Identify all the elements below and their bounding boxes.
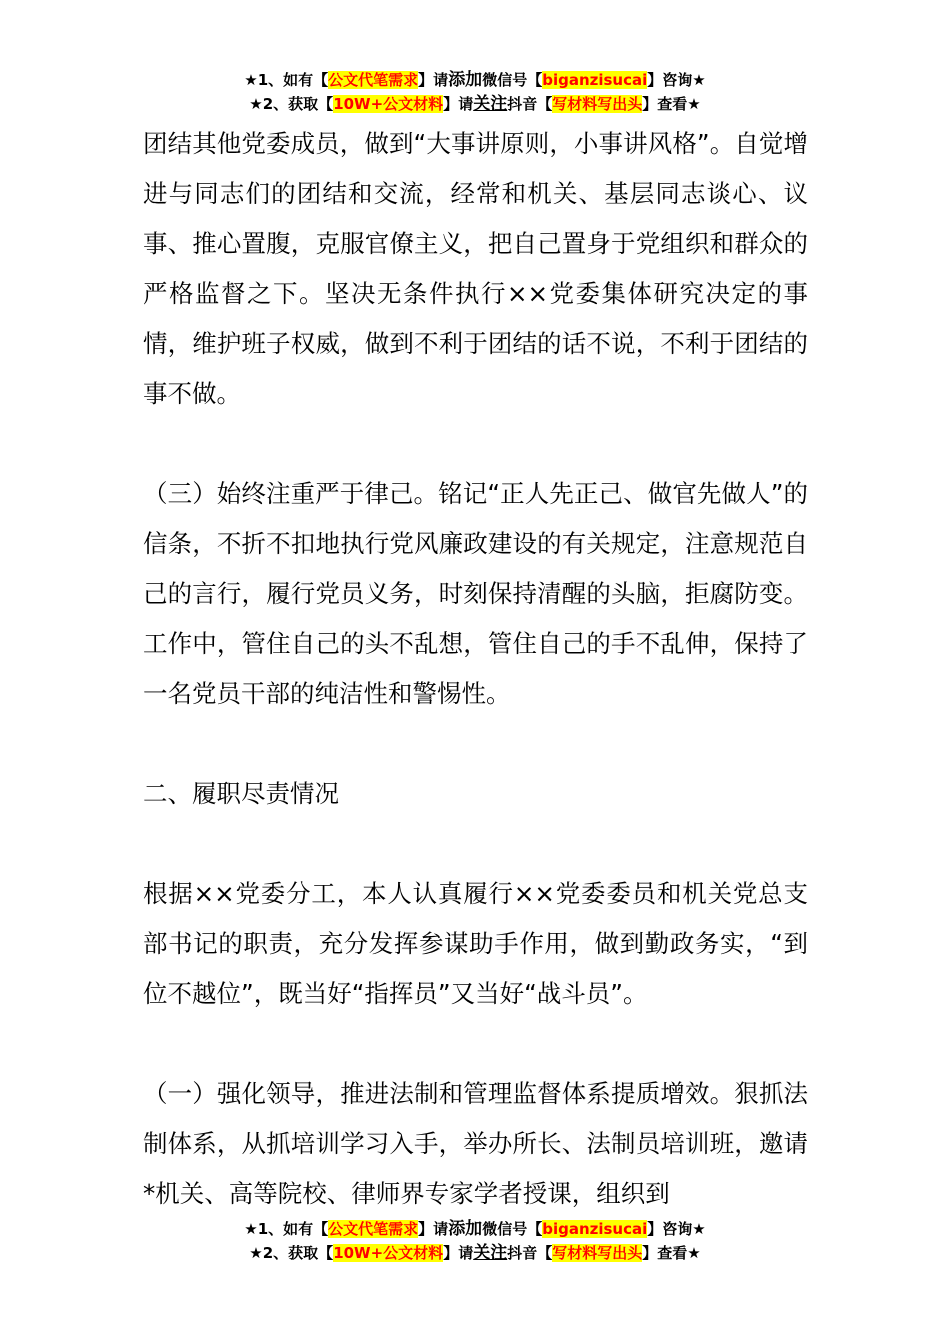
douyin-account-highlight: 写材料写出头 [552,95,643,113]
douyin-account-highlight: 写材料写出头 [552,1244,643,1262]
header-banner [0,68,950,116]
banner-line-1: ★1、如有【公文代笔需求】请添加微信号【biganzisucai】咨询★ [244,1219,706,1239]
paragraph-duties-intro: 根据××党委分工，本人认真履行××党委委员和机关党总支部书记的职责，充分发挥参谋助手作用，做到勤政务实，“到位不越位”，既当好“指挥员”又当好“战斗员”。 [143,879,808,1008]
paragraph-unity: 团结其他党委成员，做到“大事讲原则，小事讲风格”。自觉增进与同志们的团结和交流，经常和机关、基层同志谈心、议事、推心置腹，克服官僚主义，把自己置身于党组织和群众的严格监督之下。坚决无条件执行××党委集体研究决定的事情，维护班子权威，做到不利于团结的话不说，不利于团结的事不做。 [143,129,808,408]
wechat-id-highlight: biganzisucai [542,1220,648,1238]
footer-banner [0,1217,950,1265]
paragraph-legal-system: （一）强化领导，推进法制和管理监督体系提质增效。狠抓法制体系，从抓培训学习入手，举办所长、法制员培训班，邀请*机关、高等院校、律师界专家学者授课，组织到 [143,1079,808,1208]
section-heading-duties: 二、履职尽责情况 [143,779,339,808]
ghostwriting-highlight: 公文代笔需求 [328,71,419,89]
wechat-id-highlight: biganzisucai [542,71,648,89]
materials-highlight: 10W+公文材料 [333,1244,444,1262]
paragraph-self-discipline: （三）始终注重严于律己。铭记“正人先正己、做官先做人”的信条，不折不扣地执行党风廉政建设的有关规定，注意规范自己的言行，履行党员义务，时刻保持清醒的头脑，拒腐防变。工作中，管住自己的头不乱想，管住自己的手不乱伸，保持了一名党员干部的纯洁性和警惕性。 [143,479,808,708]
banner-line-1: ★1、如有【公文代笔需求】请添加微信号【biganzisucai】咨询★ [244,70,706,90]
banner-line-2: ★2、获取【10W+公文材料】请关注抖音【写材料写出头】查看★ [249,94,701,114]
document-body [143,119,808,1219]
banner-line-2: ★2、获取【10W+公文材料】请关注抖音【写材料写出头】查看★ [249,1243,701,1263]
materials-highlight: 10W+公文材料 [333,95,444,113]
ghostwriting-highlight: 公文代笔需求 [328,1220,419,1238]
